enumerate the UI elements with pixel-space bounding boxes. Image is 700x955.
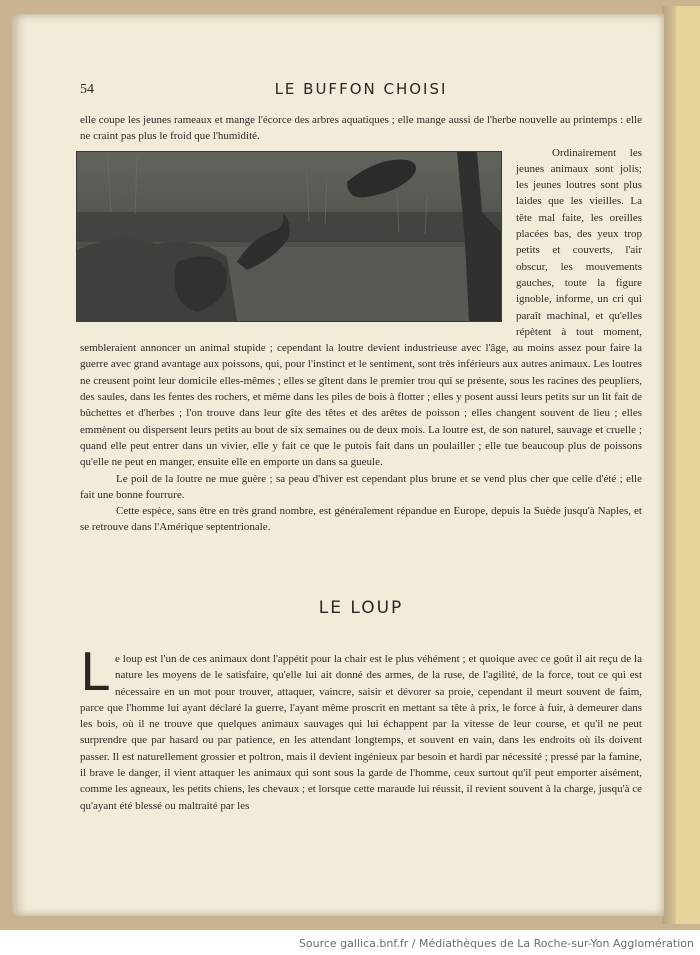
loutre-paragraph-3: Le poil de la loutre ne mue guère ; sa peau d'hiver est cependant plus brune et se vend plus cher que celle d'été ; elle fait une bonne fourrure. — [80, 472, 642, 501]
otter-illustration-drawing — [77, 152, 501, 321]
section-title-loup: LE LOUP — [318, 598, 404, 618]
loutre-paragraph-1: elle coupe les jeunes rameaux et mange l'écorce des arbres aquatiques ; elle mange aussi de l'herbe nouvelle au printemps : elle ne craint pas plus le froid que l'humidité. — [80, 114, 642, 143]
book-title: LE BUFFON CHOISI — [274, 80, 448, 98]
book-cover — [676, 6, 700, 924]
loup-text — [80, 643, 642, 814]
loutre-paragraph-4: Cette espèce, sans être en très grand nombre, est généralement répandue en Europe, depuis la Suède jusqu'à Naples, et se retrouve dans l'Amérique septentrionale. — [80, 505, 642, 534]
loutre-paragraph-2-text: Ordinairement les jeunes animaux sont jolis; les jeunes loutres sont plus laides que les vieilles. La tête mal faite, les oreilles placées bas, des yeux trop petits et couverts, l'air obscur, les mouvements gauches, toute la figure ignoble, informe, un cri qui paraît machinal, et qu'elles répètent à tout moment, sembleraient annoncer un animal stupide ; cependant la loutre devient industrieuse avec l'âge, au moins assez pour faire la guerre avec grand avantage aux poissons, qui, pour l'instinct et le sentiment, sont très inférieurs aux autres animaux. Les loutres ne creusent point leur domicile elles-mêmes ; elles se gîtent dans le premier trou qui se présente, sous les racines des peupliers, des saules, dans les fentes des rochers, et même dans les piles de bois à flotter ; elles y posent aussi leurs petits sur un lit fait de bûchettes et d'herbes ; l'on trouve dans leur gîte des têtes et des arêtes de poisson ; elles changent souvent de lieu ; elles emmènent ou dispersent leurs petits au bout de six semaines ou de deux mois. La loutre est, de son naturel, sauvage et cruelle ; quand elle peut entrer dans un vivier, elle y fait ce que le putois fait dans un poulailler ; elle tue beaucoup plus de poissons qu'elle ne peut en manger, ensuite elle en emporte un dans sa gueule. — [80, 146, 642, 469]
page-number: 54 — [80, 82, 94, 97]
otter-illustration — [76, 151, 502, 322]
loutre-text — [80, 112, 642, 536]
drop-cap-rest: e — [114, 653, 120, 665]
book-edge — [662, 6, 700, 924]
running-head — [80, 80, 642, 102]
loup-paragraph-1 — [80, 643, 642, 814]
loup-paragraph-1-text: loup est l'un de ces animaux dont l'appétit pour la chair est le plus véhément ; et quoique avec ce goût il ait reçu de la nature les moyens de le satisfaire, qu'elle lui ait donné des armes, de la ruse, de l'agilité, de la force, tout ce qui est nécessaire en un mot pour trouver, attaquer, vaincre, saisir et dévorer sa proie, cependant il meurt souvent de faim, parce que l'homme lui ayant déclaré la guerre, l'ayant même proscrit en mettant sa tête à prix, le force à fuir, à demeurer dans les bois, où il ne trouve que quelques animaux sauvages qui lui échappent par la vitesse de leur course, et qu'il ne peut surprendre que par hasard ou par patience, en les attendant longtemps, et souvent en vain, dans les endroits où ils doivent passer. Il est naturellement grossier et poltron, mais il devient ingénieux par besoin et hardi par nécessité ; pressé par la famine, il brave le danger, il vient attaquer les animaux qui sont sous la garde de l'homme, ceux surtout qu'il peut emporter aisément, comme les agneaux, les petits chiens, les chevaux ; et lorsque cette maraude lui réussit, il revient souvent à la charge, jusqu'à ce qu'ayant été blessé ou maltraité par les — [80, 653, 642, 812]
drop-cap: L — [80, 643, 109, 703]
source-credit: Source gallica.bnf.fr / Médiathèques de La Roche-sur-Yon Agglomération — [298, 937, 694, 950]
loutre-paragraph-2 — [80, 145, 642, 471]
